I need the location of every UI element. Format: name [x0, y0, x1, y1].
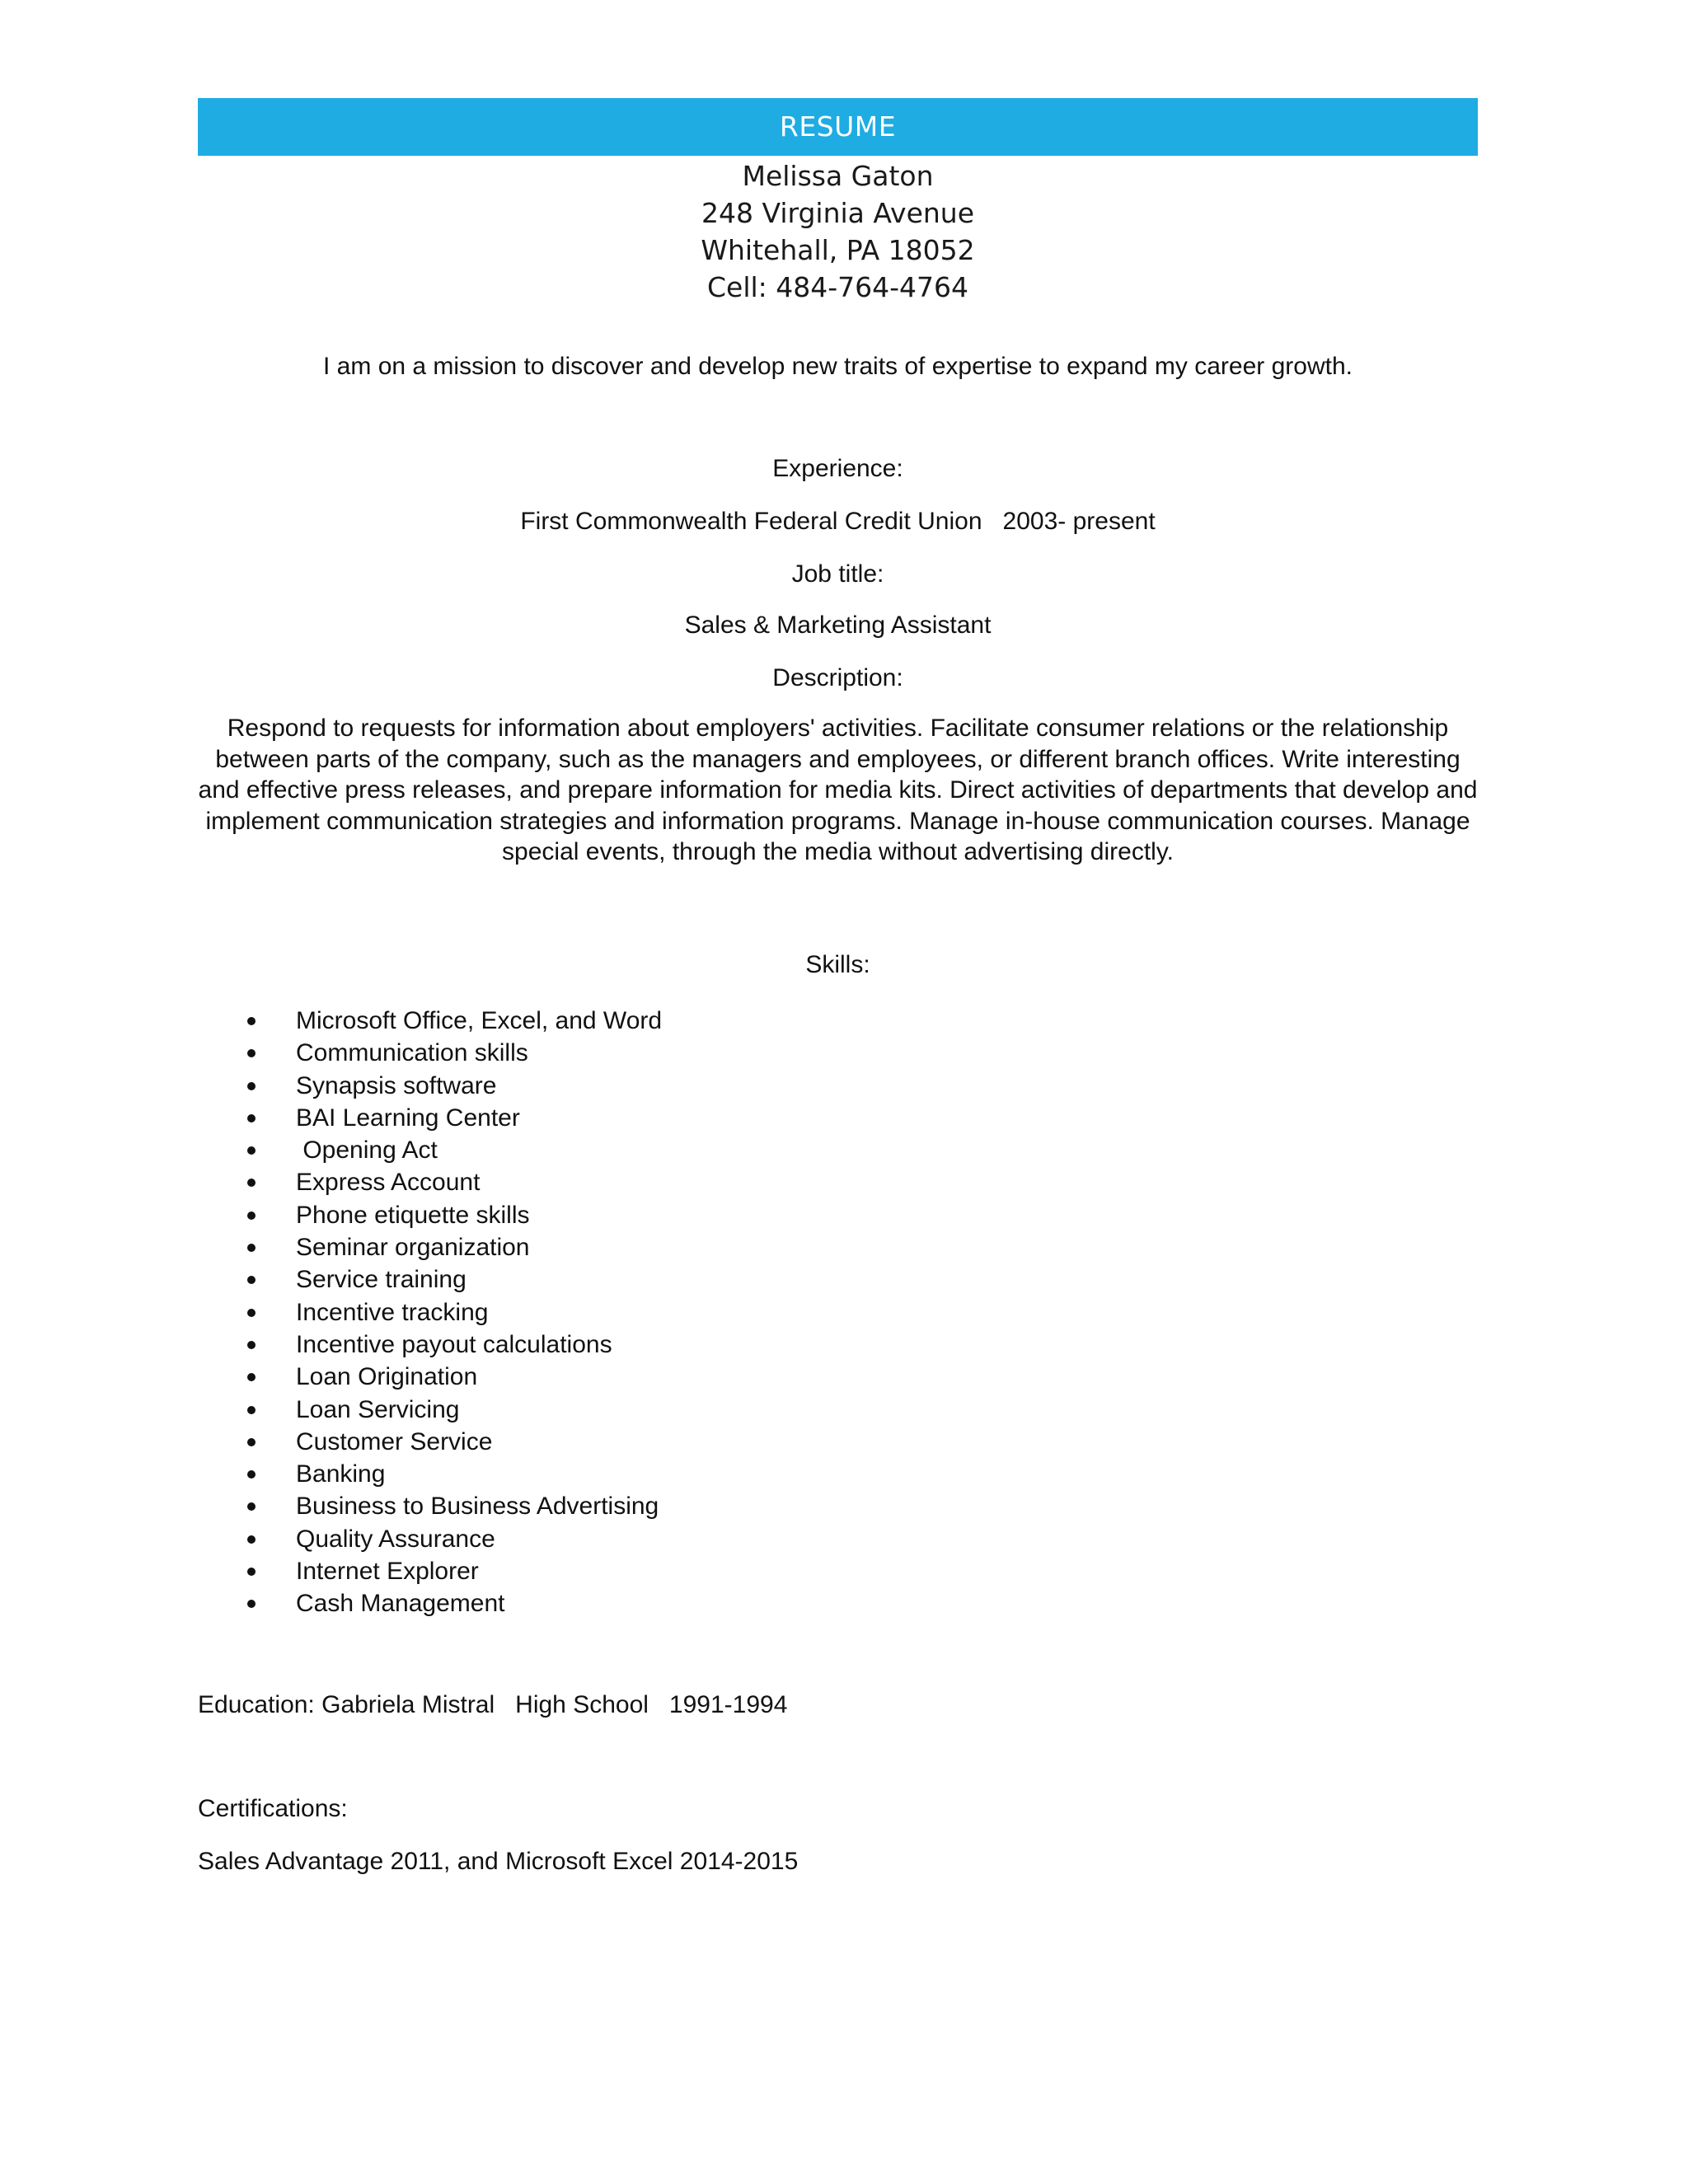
bullet-icon [247, 1005, 257, 1037]
street-address: 248 Virginia Avenue [701, 197, 974, 229]
experience-heading: Experience: [772, 455, 903, 482]
objective-statement: I am on a mission to discover and develop new traits of expertise to expand my career growth. [323, 353, 1353, 380]
job-title: Sales & Marketing Assistant [684, 612, 992, 639]
resume-banner [198, 98, 1478, 156]
bullet-icon [247, 1523, 257, 1555]
job-title-label: Job title: [791, 560, 884, 588]
skill-item: Seminar organization [198, 1231, 1478, 1263]
skills-heading: Skills: [805, 950, 870, 978]
skill-item: Customer Service [198, 1426, 1478, 1458]
bullet-icon [247, 1555, 257, 1587]
description-label: Description: [772, 664, 903, 691]
skill-item: Microsoft Office, Excel, and Word [198, 1005, 1478, 1037]
skill-item: Business to Business Advertising [198, 1490, 1478, 1522]
employer-line: First Commonwealth Federal Credit Union 2003- present [520, 508, 1156, 535]
certifications-heading: Certifications: [198, 1794, 348, 1822]
contact-block [198, 157, 1478, 306]
skill-item: Internet Explorer [198, 1555, 1478, 1587]
bullet-icon [247, 1070, 257, 1102]
bullet-icon [247, 1490, 257, 1522]
bullet-icon [247, 1587, 257, 1619]
skill-item: Opening Act [198, 1134, 1478, 1166]
skill-item: Banking [198, 1458, 1478, 1490]
bullet-icon [247, 1458, 257, 1490]
bullet-icon [247, 1199, 257, 1231]
skill-item: Service training [198, 1263, 1478, 1296]
resume-page [198, 98, 1478, 1877]
skill-item: BAI Learning Center [198, 1102, 1478, 1134]
skill-item: Quality Assurance [198, 1523, 1478, 1555]
candidate-name: Melissa Gaton [742, 160, 934, 192]
bullet-icon [247, 1296, 257, 1329]
banner-title: RESUME [779, 110, 897, 143]
bullet-icon [247, 1263, 257, 1296]
skill-item: Incentive payout calculations [198, 1329, 1478, 1361]
certifications-value: Sales Advantage 2011, and Microsoft Excel 2014-2015 [198, 1847, 799, 1875]
bullet-icon [247, 1231, 257, 1263]
skill-item: Loan Servicing [198, 1394, 1478, 1426]
skill-item: Phone etiquette skills [198, 1199, 1478, 1231]
bullet-icon [247, 1361, 257, 1393]
skill-item: Communication skills [198, 1037, 1478, 1069]
city-state-zip: Whitehall, PA 18052 [701, 234, 975, 266]
skill-item: Synapsis software [198, 1070, 1478, 1102]
job-description: Respond to requests for information about employers' activities. Facilitate consumer relations or the relationship between parts of the company, such as the managers and employees, or different branch offices. Write interesting and effective press releases, and prepare information for media kits. Direct activities of departments that develop and implement communication strategies and information programs. Manage in-house communication courses. Manage special events, through the media without advertising directly. [198, 715, 1478, 866]
bullet-icon [247, 1394, 257, 1426]
phone-number: Cell: 484-764-4764 [706, 271, 969, 303]
skill-item: Incentive tracking [198, 1296, 1478, 1329]
bullet-icon [247, 1426, 257, 1458]
bullet-icon [247, 1134, 257, 1166]
skill-item: Express Account [198, 1166, 1478, 1198]
skills-list [198, 1005, 1478, 1620]
skill-item: Loan Origination [198, 1361, 1478, 1393]
skill-item: Cash Management [198, 1587, 1478, 1619]
education-line: Education: Gabriela Mistral High School 1991-1994 [198, 1690, 788, 1718]
bullet-icon [247, 1329, 257, 1361]
bullet-icon [247, 1037, 257, 1069]
bullet-icon [247, 1166, 257, 1198]
bullet-icon [247, 1102, 257, 1134]
